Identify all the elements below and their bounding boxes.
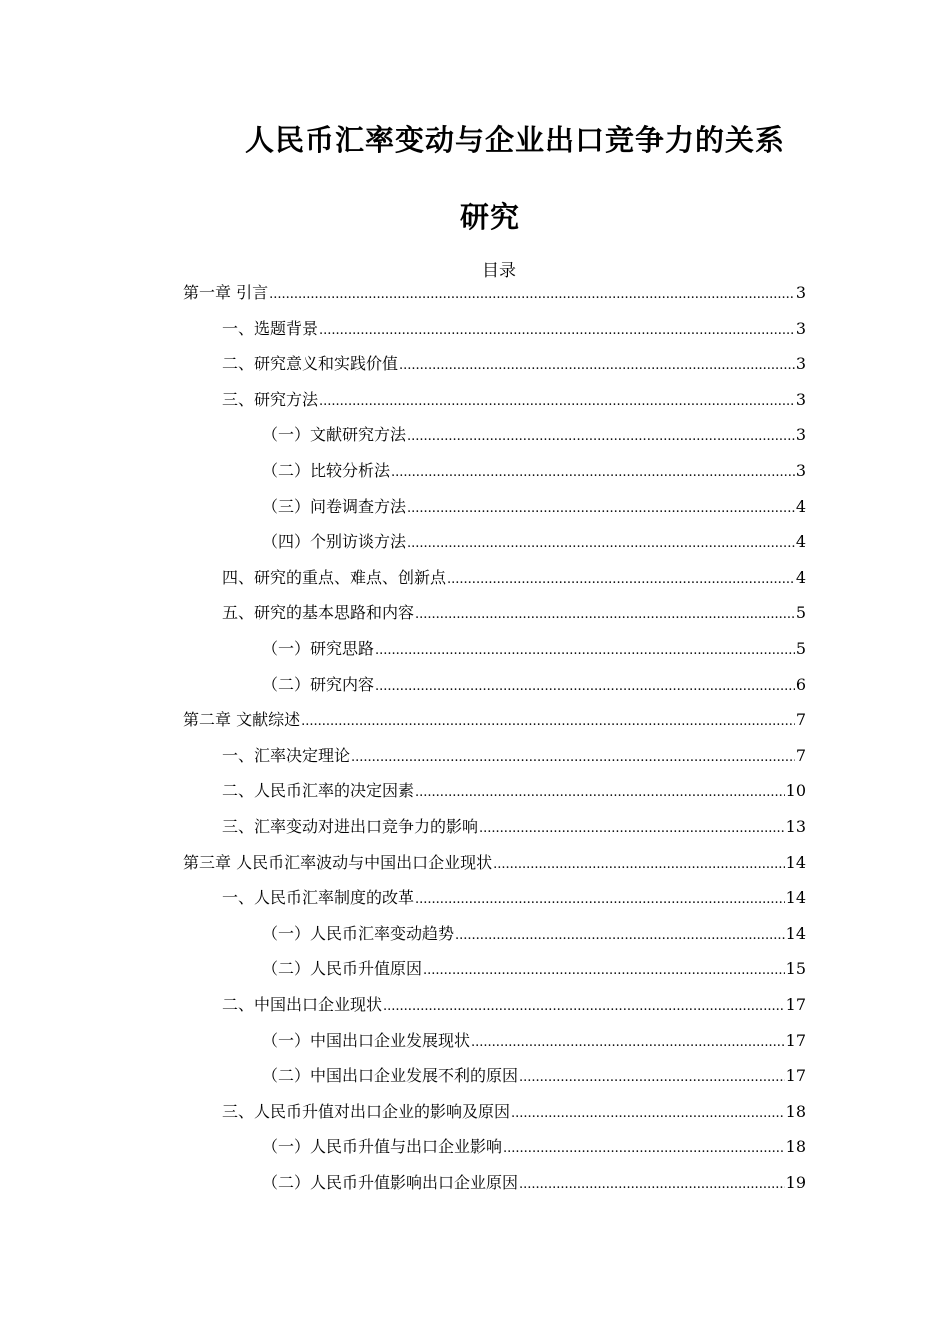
- toc-dot-leader: [375, 638, 795, 664]
- toc-entry-page-number: 17: [785, 1030, 806, 1050]
- toc-entry-page-number: 4: [795, 496, 806, 516]
- toc-dot-leader: [503, 1136, 785, 1162]
- toc-dot-leader: [519, 1065, 785, 1091]
- toc-dot-leader: [479, 816, 785, 842]
- toc-entry-page-number: 5: [795, 603, 806, 623]
- toc-entry-page-number: 19: [785, 1173, 806, 1192]
- toc-entry[interactable]: [262, 1063, 806, 1089]
- toc-dot-leader: [447, 567, 795, 593]
- toc-dot-leader: [511, 1101, 785, 1127]
- toc-entry[interactable]: [262, 636, 806, 662]
- toc-entry-page-number: 3: [795, 318, 806, 338]
- toc-entry-page-number: 14: [785, 923, 806, 943]
- toc-entry[interactable]: [222, 778, 806, 804]
- document-title-line-2: 研究: [459, 200, 520, 234]
- toc-entry[interactable]: [222, 387, 806, 413]
- toc-entry-title: 三、汇率变动对进出口竞争力的影响: [222, 817, 479, 836]
- toc-entry-title: （二）中国出口企业发展不利的原因: [262, 1066, 519, 1086]
- toc-entry[interactable]: [222, 992, 806, 1018]
- toc-entry[interactable]: [222, 600, 806, 626]
- toc-entry[interactable]: [262, 1170, 806, 1196]
- toc-entry-page-number: 5: [795, 639, 806, 658]
- toc-dot-leader: [375, 674, 795, 700]
- toc-entry-page-number: 10: [785, 781, 806, 801]
- toc-entry[interactable]: [222, 351, 806, 377]
- toc-entry-page-number: 13: [785, 817, 806, 836]
- toc-entry-title: 二、人民币汇率的决定因素: [222, 781, 415, 801]
- toc-dot-leader: [319, 318, 795, 344]
- toc-entry[interactable]: [262, 422, 806, 448]
- toc-entry-page-number: 4: [795, 567, 806, 587]
- toc-dot-leader: [383, 994, 785, 1020]
- toc-entry[interactable]: [183, 850, 806, 876]
- toc-entry-page-number: 17: [785, 995, 806, 1014]
- toc-dot-leader: [407, 496, 795, 522]
- toc-entry-page-number: 3: [795, 389, 806, 409]
- toc-entry[interactable]: [222, 814, 806, 840]
- toc-entry-title: （一）人民币升值与出口企业影响: [262, 1137, 503, 1157]
- toc-entry-title: （一）人民币汇率变动趋势: [262, 923, 455, 943]
- toc-entry[interactable]: [262, 458, 806, 484]
- toc-dot-leader: [407, 531, 795, 557]
- toc-entry-page-number: 7: [795, 710, 806, 730]
- toc-entry[interactable]: [262, 672, 806, 698]
- toc-entry[interactable]: [222, 743, 806, 769]
- toc-entry-title: 五、研究的基本思路和内容: [222, 603, 415, 623]
- toc-entry[interactable]: [262, 956, 806, 982]
- toc-entry[interactable]: [262, 529, 806, 555]
- toc-entry[interactable]: [222, 1099, 806, 1125]
- toc-entry-title: 第二章 文献综述: [183, 710, 301, 730]
- toc-dot-leader: [423, 958, 785, 984]
- toc-dot-leader: [471, 1030, 785, 1056]
- toc-entry-title: 一、选题背景: [222, 318, 319, 338]
- document-title-line-1: 人民币汇率变动与企业出口竞争力的关系: [245, 123, 786, 157]
- toc-entry[interactable]: [183, 707, 806, 733]
- toc-dot-leader: [407, 424, 795, 450]
- toc-dot-leader: [391, 460, 795, 486]
- toc-entry-title: （一）文献研究方法: [262, 425, 407, 445]
- toc-entry-title: 三、人民币升值对出口企业的影响及原因: [222, 1101, 511, 1121]
- toc-entry-title: （四）个别访谈方法: [262, 532, 407, 552]
- toc-entry[interactable]: [222, 316, 806, 342]
- toc-dot-leader: [519, 1172, 785, 1198]
- toc-entry[interactable]: [262, 1028, 806, 1054]
- toc-entry-title: 第一章 引言: [183, 283, 269, 302]
- toc-entry-title: （二）人民币升值影响出口企业原因: [262, 1173, 519, 1192]
- toc-dot-leader: [399, 353, 795, 379]
- toc-entry[interactable]: [262, 921, 806, 947]
- toc-entry-title: 二、中国出口企业现状: [222, 995, 383, 1014]
- toc-entry-title: （二）研究内容: [262, 674, 375, 694]
- toc-dot-leader: [269, 282, 795, 308]
- toc-dot-leader: [319, 389, 795, 415]
- toc-heading: 目录: [482, 261, 516, 281]
- toc-entry-page-number: 7: [795, 745, 806, 765]
- toc-entry-title: （二）人民币升值原因: [262, 959, 423, 979]
- toc-entry-page-number: 15: [785, 959, 806, 979]
- toc-entry-page-number: 17: [785, 1066, 806, 1086]
- toc-entry[interactable]: [262, 1134, 806, 1160]
- toc-entry[interactable]: [222, 885, 806, 911]
- toc-dot-leader: [415, 780, 785, 806]
- toc-entry-page-number: 18: [785, 1137, 806, 1157]
- toc-entry-title: （一）研究思路: [262, 639, 375, 658]
- toc-entry[interactable]: [222, 565, 806, 591]
- toc-entry[interactable]: [262, 494, 806, 520]
- toc-entry-title: 三、研究方法: [222, 389, 319, 409]
- toc-entry-title: （一）中国出口企业发展现状: [262, 1030, 471, 1050]
- toc-entry-page-number: 3: [795, 354, 806, 374]
- toc-entry-title: 二、研究意义和实践价值: [222, 354, 399, 374]
- toc-entry-page-number: 3: [795, 283, 806, 302]
- toc-entry-page-number: 3: [795, 461, 806, 480]
- toc-dot-leader: [415, 602, 795, 628]
- toc-dot-leader: [415, 887, 785, 913]
- toc-dot-leader: [301, 709, 795, 735]
- toc-dot-leader: [351, 745, 795, 771]
- toc-entry-title: 一、人民币汇率制度的改革: [222, 888, 415, 908]
- toc-entry-page-number: 14: [785, 888, 806, 908]
- toc-entry-page-number: 4: [795, 532, 806, 552]
- toc-entry-title: 一、汇率决定理论: [222, 745, 351, 765]
- toc-entry-title: 四、研究的重点、难点、创新点: [222, 567, 447, 587]
- toc-dot-leader: [455, 923, 785, 949]
- toc-entry[interactable]: [183, 280, 806, 306]
- toc-entry-title: （二）比较分析法: [262, 461, 391, 480]
- toc-entry-page-number: 14: [785, 852, 806, 872]
- toc-entry-page-number: 3: [795, 425, 806, 445]
- toc-entry-page-number: 18: [785, 1101, 806, 1121]
- toc-entry-title: （三）问卷调查方法: [262, 496, 407, 516]
- toc-entry-title: 第三章 人民币汇率波动与中国出口企业现状: [183, 852, 493, 872]
- toc-dot-leader: [493, 852, 785, 878]
- toc-entry-page-number: 6: [795, 674, 806, 694]
